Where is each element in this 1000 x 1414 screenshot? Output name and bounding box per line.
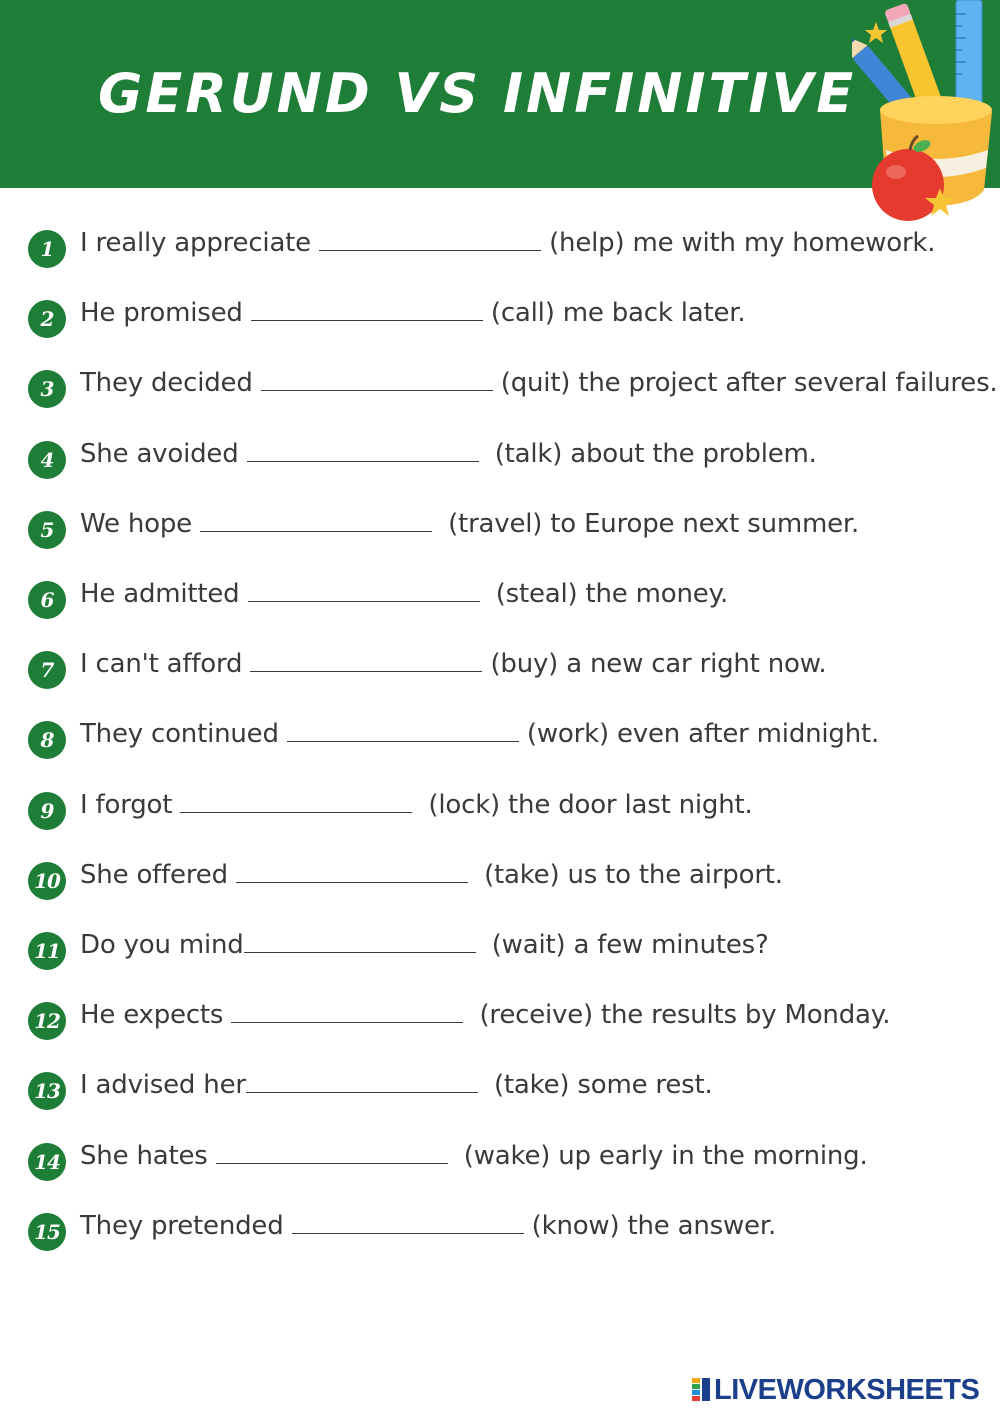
question-text-before: They continued	[80, 719, 287, 750]
question-item	[28, 713, 988, 763]
question-number-badge: 8	[28, 721, 66, 759]
question-text-before: She hates	[80, 1140, 216, 1171]
question-text-before: I really appreciate	[80, 228, 320, 258]
liveworksheets-mark-icon	[692, 1378, 712, 1402]
question-item	[28, 362, 998, 412]
question-text-after: (wake) up early in the morning.	[447, 1140, 868, 1171]
question-item	[28, 854, 988, 904]
answer-blank[interactable]	[287, 719, 519, 742]
question-text	[80, 860, 783, 890]
question-number-badge: 6	[28, 581, 66, 619]
question-text-after: (wait) a few minutes?	[475, 930, 769, 960]
question-number-badge: 9	[28, 792, 66, 830]
header-banner	[0, 0, 1000, 188]
question-number-badge: 10	[28, 862, 66, 900]
question-text-after: (work) even after midnight.	[518, 719, 880, 750]
question-number-badge: 13	[28, 1072, 66, 1110]
question-text	[80, 719, 879, 749]
question-text	[80, 790, 753, 820]
question-number-badge: 5	[28, 511, 66, 549]
question-text-before: Do you mind	[80, 930, 244, 960]
question-text	[80, 579, 728, 609]
question-text	[80, 298, 745, 328]
question-text-after: (take) us to the airport.	[467, 859, 783, 890]
question-text-after: (know) the answer.	[523, 1210, 777, 1241]
answer-blank[interactable]	[200, 509, 432, 532]
answer-blank[interactable]	[231, 1000, 463, 1023]
question-text-before: We hope	[80, 508, 200, 539]
question-number-badge: 1	[28, 230, 66, 268]
question-text	[80, 930, 769, 960]
question-text	[80, 649, 826, 679]
question-text-after: (steal) the money.	[479, 579, 729, 609]
question-text	[80, 1000, 890, 1030]
question-item	[28, 503, 988, 553]
question-text-before: He expects	[80, 1000, 232, 1031]
liveworksheets-logo	[692, 1374, 992, 1406]
question-text-after: (help) me with my homework.	[541, 228, 936, 258]
answer-blank[interactable]	[261, 368, 493, 391]
question-text-before: She avoided	[80, 438, 247, 469]
liveworksheets-logo-text: LIVEWORKSHEETS	[714, 1374, 980, 1406]
question-number-badge: 4	[28, 441, 66, 479]
question-text-after: (talk) about the problem.	[478, 438, 817, 469]
question-text-before: She offered	[80, 859, 236, 890]
question-item	[28, 1135, 988, 1185]
question-text-before: I can't afford	[80, 649, 251, 680]
question-number-badge: 14	[28, 1143, 66, 1181]
answer-blank[interactable]	[246, 1070, 478, 1093]
question-text-before: I forgot	[80, 789, 181, 820]
question-text-after: (buy) a new car right now.	[482, 649, 827, 680]
question-text	[80, 439, 817, 469]
question-text	[80, 509, 859, 539]
question-number-badge: 7	[28, 651, 66, 689]
question-text	[80, 368, 998, 398]
question-item	[28, 433, 988, 483]
answer-blank[interactable]	[216, 1141, 448, 1164]
question-text	[80, 1070, 713, 1100]
question-text-after: (quit) the project after several failures.	[492, 368, 998, 399]
question-text	[80, 1211, 776, 1241]
question-number-badge: 11	[28, 932, 66, 970]
question-number-badge: 15	[28, 1213, 66, 1251]
question-item	[28, 1205, 988, 1255]
question-number-badge: 12	[28, 1002, 66, 1040]
question-item	[28, 924, 988, 974]
question-text	[80, 1141, 868, 1171]
question-text-after: (travel) to Europe next summer.	[432, 508, 860, 539]
question-text-before: They decided	[80, 368, 261, 399]
answer-blank[interactable]	[319, 228, 541, 251]
answer-blank[interactable]	[247, 439, 479, 462]
question-text-before: He admitted	[80, 579, 248, 609]
question-item	[28, 222, 988, 272]
school-supplies-cup-icon	[852, 0, 1000, 230]
question-item	[28, 994, 988, 1044]
question-text	[80, 228, 935, 258]
answer-blank[interactable]	[250, 649, 482, 672]
question-text-before: He promised	[80, 298, 251, 329]
answer-blank[interactable]	[236, 860, 468, 883]
question-number-badge: 2	[28, 300, 66, 338]
question-item	[28, 643, 988, 693]
question-item	[28, 292, 988, 342]
answer-blank[interactable]	[180, 790, 412, 813]
question-item	[28, 1064, 988, 1114]
question-text-after: (receive) the results by Monday.	[463, 1000, 891, 1031]
answer-blank[interactable]	[248, 579, 480, 602]
question-number-badge: 3	[28, 370, 66, 408]
question-text-after: (lock) the door last night.	[412, 789, 753, 820]
question-text-before: They pretended	[80, 1210, 292, 1241]
page-title: GERUND VS INFINITIVE	[98, 62, 857, 125]
answer-blank[interactable]	[244, 930, 476, 953]
question-text-before: I advised her	[80, 1070, 246, 1101]
answer-blank[interactable]	[251, 298, 483, 321]
question-item	[28, 784, 988, 834]
question-text-after: (take) some rest.	[477, 1070, 713, 1101]
question-text-after: (call) me back later.	[482, 298, 746, 329]
answer-blank[interactable]	[292, 1211, 524, 1234]
question-item	[28, 573, 988, 623]
